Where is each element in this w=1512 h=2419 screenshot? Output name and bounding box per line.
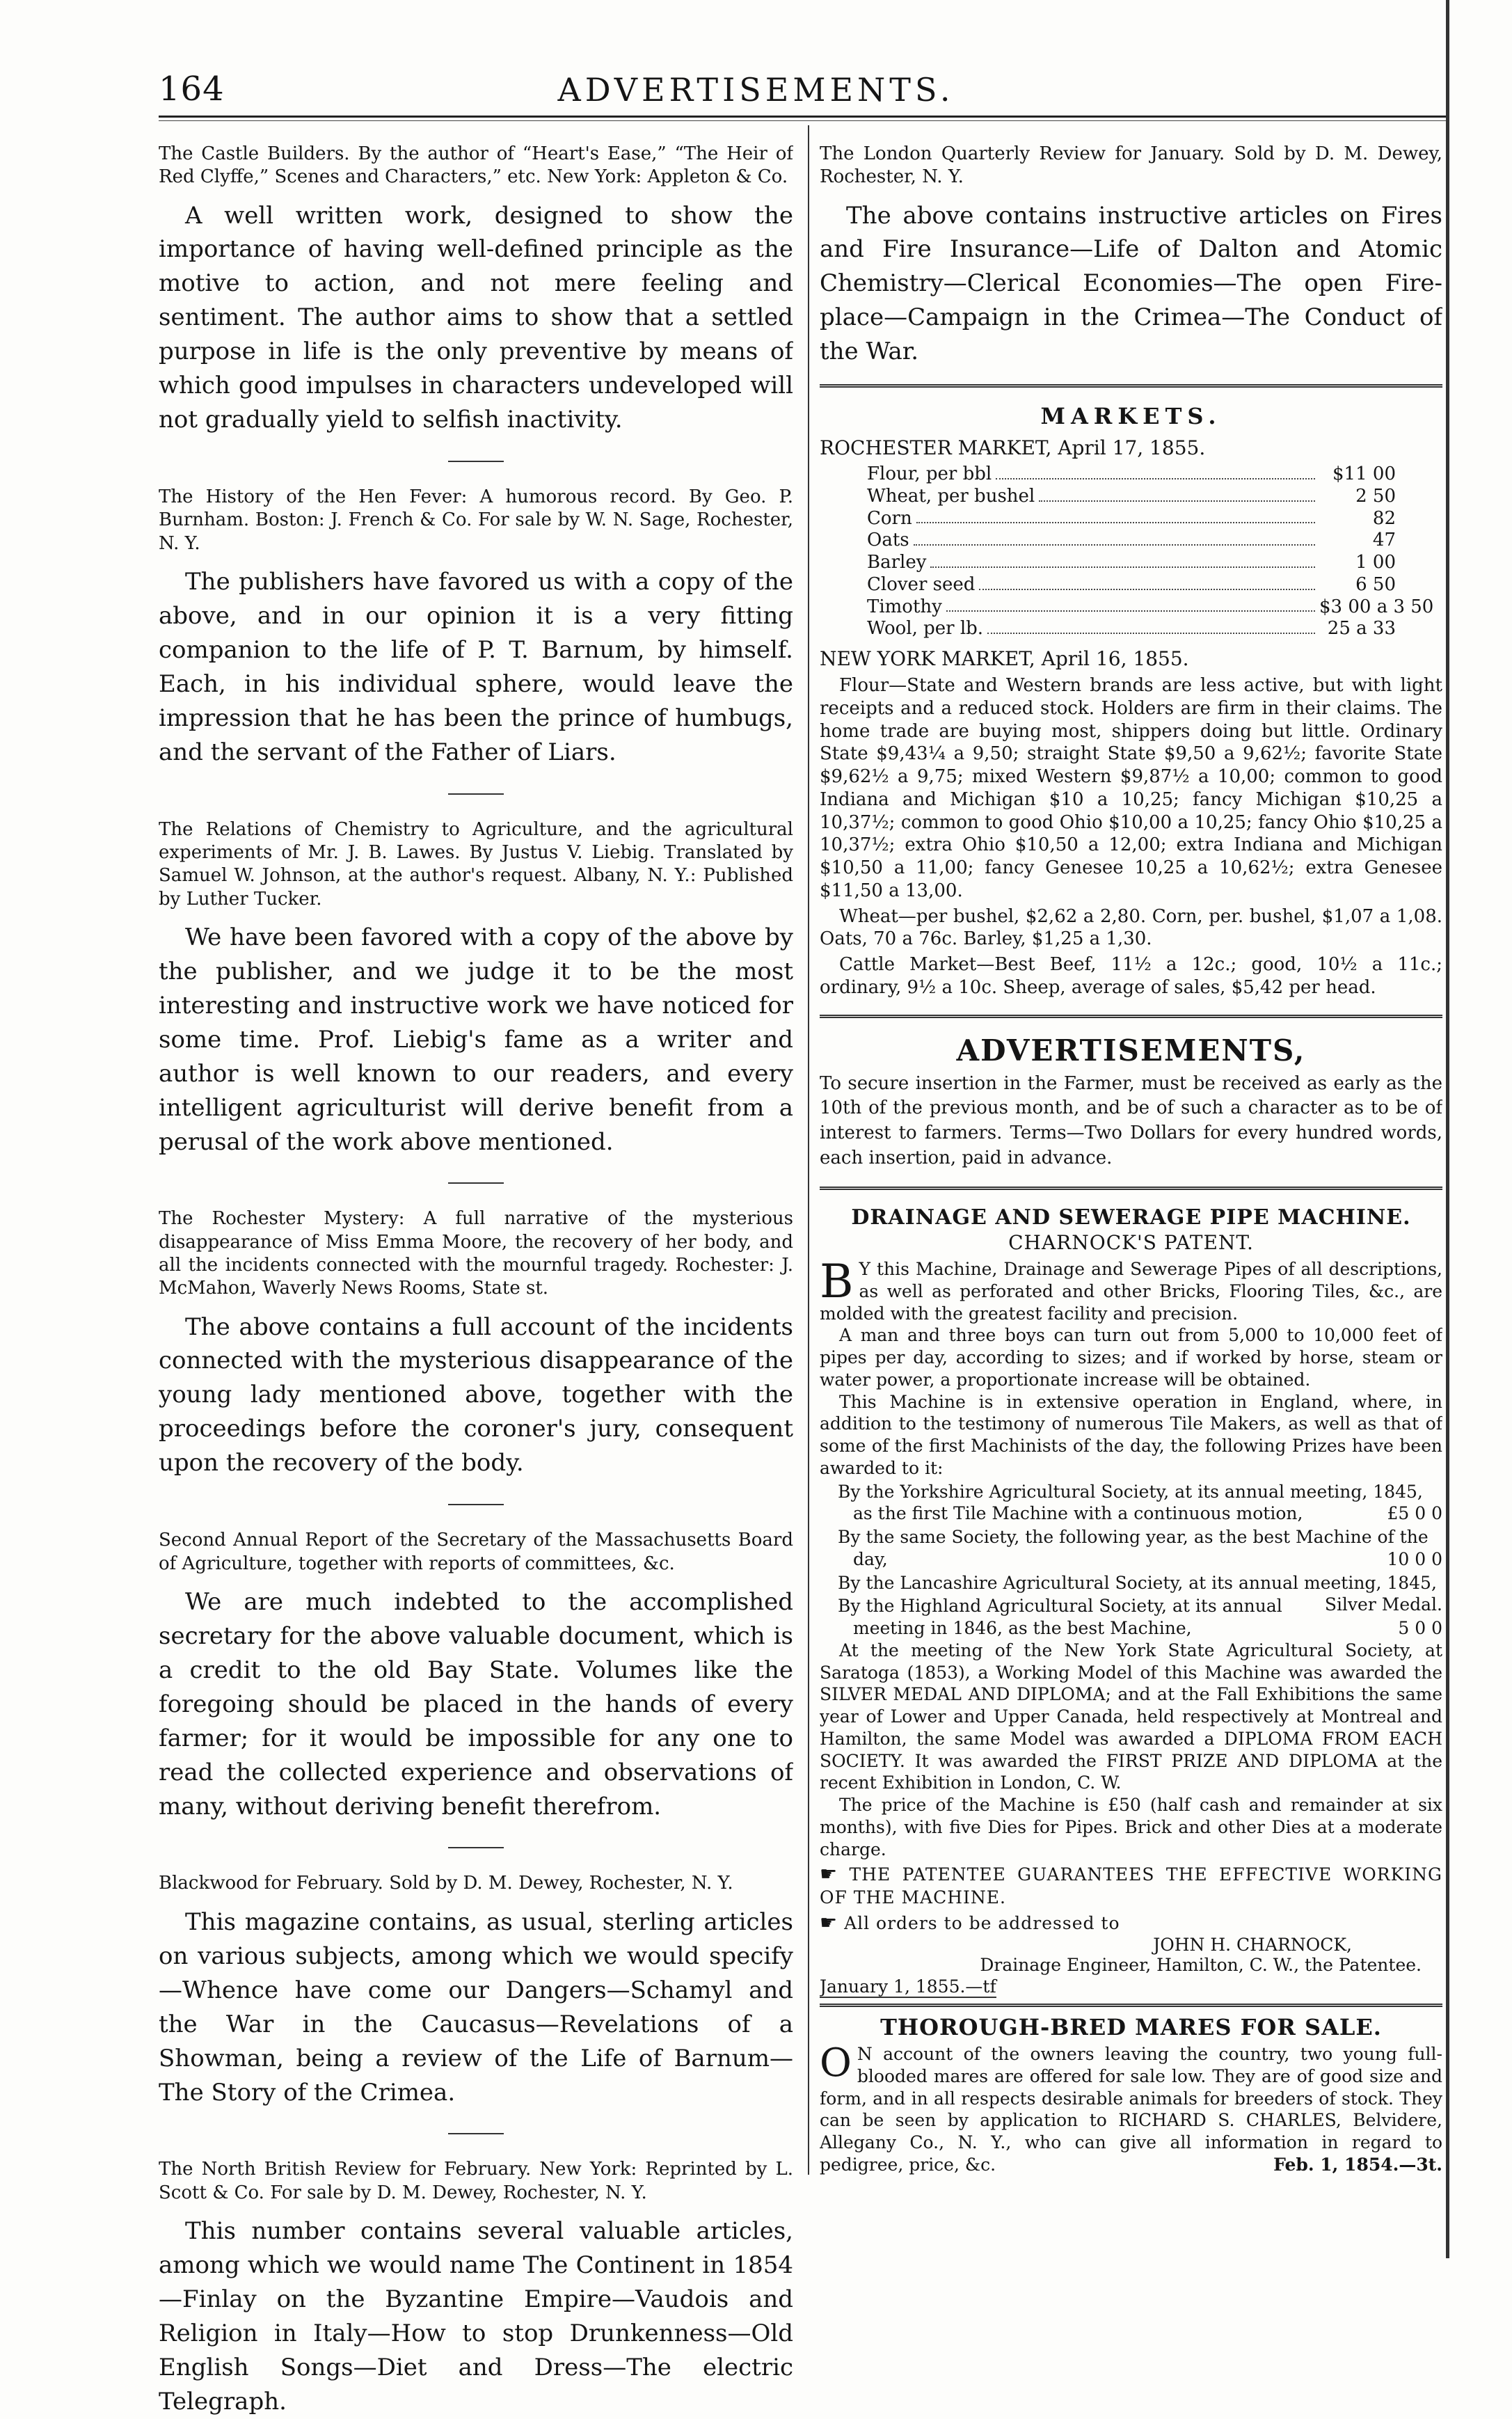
price-item: Oats bbox=[867, 530, 909, 551]
advertising-terms bbox=[820, 1033, 1442, 1172]
notice-heading: The Relations of Chemistry to Agriculture, and the agricultural experiments of Mr. J. B. Lawes. By Justus V. Liebig. Translated by Samuel W. Johnson, at the author's request. Albany, N. Y.: Published by Luther Tucker. bbox=[159, 818, 793, 910]
notice-heading: The London Quarterly Review for January. Sold by D. M. Dewey, Rochester, N. Y. bbox=[820, 143, 1442, 188]
section-rule bbox=[820, 1015, 1442, 1018]
price-value: 6 50 bbox=[1355, 573, 1396, 595]
price-row bbox=[867, 596, 1434, 619]
notice-heading: Blackwood for February. Sold by D. M. Dewey, Rochester, N. Y. bbox=[159, 1873, 733, 1894]
notice-heading: The History of the Hen Fever: A humorous record. By Geo. P. Burnham. Boston: J. French & Co. For sale by W. N. Sage, Rochester, N. Y. bbox=[159, 486, 793, 554]
rochester-market-heading: ROCHESTER MARKET, April 17, 1855. bbox=[820, 436, 1206, 460]
section-rule bbox=[820, 2004, 1442, 2007]
prize-text: By the Highland Agricultural Society, at its annual meeting in 1846, as the best Machine, bbox=[838, 1596, 1282, 1639]
price-row bbox=[867, 574, 1396, 596]
drop-cap: O bbox=[820, 2040, 852, 2086]
markets-title: MARKETS. bbox=[1040, 403, 1222, 430]
ad-date bbox=[820, 1976, 1442, 1997]
price-row bbox=[867, 486, 1396, 508]
markets-section bbox=[820, 403, 1442, 999]
prize-entry bbox=[838, 1572, 1442, 1615]
review-text: The publishers have favored us with a copy of the above, and in our opinion it is a very fitting companion to the life of P. T. Barnum, by himself. Each, in his individual sphere, would leave the impression that he has been the prince of humbugs, and the servant of the Father of Liars. bbox=[159, 568, 793, 766]
book-notice bbox=[159, 1529, 793, 1823]
book-notice bbox=[159, 143, 793, 437]
newyork-flour-report: Flour—State and Western brands are less active, but with light receipts and a reduced stock. Holders are firm in their claims. The home trade are buying most, shippers doing but little. Ordinary State $9,43¼ a 9,50; straight State $9,50 a 9,62½; favorite State $9,62½ a 9,75; mixed Western $9,87½ a 10,00; common to good Indiana and Michigan $10 a 10,25; fancy Michigan $10,25 a 10,37½; common to good Ohio $10,00 a 10,25; fancy Ohio $10,25 a 10,37½; extra Ohio $10,50 a 12,00; extra Indiana and Michigan $10,50 a 11,00; fancy Genesee 10,25 a 10,62½; extra Genesee $11,50 a 13,00. bbox=[820, 675, 1442, 901]
page-edge-rule bbox=[1446, 0, 1449, 2258]
notice-heading: The North British Review for February. New York: Reprinted by L. Scott & Co. For sale by D. M. Dewey, Rochester, N. Y. bbox=[159, 2159, 793, 2203]
review-text: We are much indebted to the accomplished secretary for the above valuable document, which is a credit to the old Bay State. Volumes like the foregoing should be placed in the hands of every farmer; for it would be impossible for any one to read the collected experience and observations of many, without deriving benefit therefrom. bbox=[159, 1587, 793, 1821]
header-rule bbox=[159, 116, 1447, 118]
book-notice bbox=[159, 2158, 793, 2418]
book-notice bbox=[159, 818, 793, 1159]
notice-heading: The Rochester Mystery: A full narrative of the mysterious disappearance of Miss Emma Moore, the recovery of her body, and all the incidents connected with the mournful tragedy. Rochester: J. McMahon, Waverly News Rooms, State st. bbox=[159, 1208, 793, 1299]
separator bbox=[448, 1182, 504, 1184]
drop-cap: B bbox=[820, 1255, 854, 1309]
pointing-hand-icon: ☛ bbox=[820, 1862, 838, 1886]
price-value: 2 50 bbox=[1355, 486, 1396, 507]
notice-heading: The Castle Builders. By the author of “Heart's Ease,” “The Heir of Red Clyffe,” Scenes and Characters,” etc. New York: Appleton & Co. bbox=[159, 143, 793, 188]
price-value: 47 bbox=[1372, 530, 1396, 551]
mares-advertisement bbox=[820, 2014, 1442, 2176]
prize-amount: 10 0 0 bbox=[1387, 1548, 1442, 1569]
price-item: Corn bbox=[867, 507, 912, 529]
separator bbox=[448, 1847, 504, 1848]
drainage-intro: Y this Machine, Drainage and Sewerage Pipes of all descriptions, as well as perforated and other Bricks, Flooring Tiles, &c., are molded with the greatest facility and precision. bbox=[820, 1259, 1442, 1324]
price-row bbox=[867, 618, 1396, 640]
drainage-paragraph: At the meeting of the New York State Agricultural Society, at Saratoga (1853), a Working Model of this Machine was awarded the SILVER MEDAL AND DIPLOMA; and at the Fall Exhibitions the same year of Lower and Upper Canada, held respectively at Montreal and Hamilton, the same Model was awarded a DIPLOMA FROM EACH SOCIETY. It was awarded the FIRST PRIZE AND DIPLOMA at the recent Exhibition in London, C. W. bbox=[820, 1640, 1442, 1793]
section-rule bbox=[820, 1187, 1442, 1190]
prize-amount: 5 0 0 bbox=[1398, 1618, 1442, 1639]
prize-entry bbox=[838, 1481, 1442, 1525]
orders-line bbox=[820, 1910, 1442, 1935]
price-item: Wool, per lb. bbox=[867, 618, 984, 640]
drainage-paragraph: This Machine is in extensive operation in England, where, in addition to the testimony of numerous Tile Makers, as well as that of some of the first Machinists of the day, the following Prizes have been awarded to it: bbox=[820, 1391, 1442, 1478]
price-row bbox=[867, 508, 1396, 530]
right-column bbox=[820, 143, 1442, 2176]
separator bbox=[448, 2133, 504, 2134]
drainage-title: DRAINAGE AND SEWERAGE PIPE MACHINE. bbox=[851, 1205, 1411, 1230]
book-notice bbox=[159, 1207, 793, 1480]
separator bbox=[448, 793, 504, 795]
advertisements-title: ADVERTISEMENTS, bbox=[956, 1033, 1306, 1068]
header-rule-thin bbox=[159, 120, 1447, 121]
orders-text: All orders to be addressed to bbox=[844, 1912, 1120, 1933]
prize-entry bbox=[838, 1526, 1442, 1571]
leader-dots bbox=[1039, 486, 1315, 502]
guarantee-text: THE PATENTEE GUARANTEES THE EFFECTIVE WORKING OF THE MACHINE. bbox=[820, 1864, 1442, 1908]
drainage-paragraph: The price of the Machine is £50 (half cash and remainder at six months), with five Dies for Pipes. Brick and other Dies at a moderate charge. bbox=[820, 1795, 1442, 1859]
leader-dots bbox=[979, 574, 1315, 590]
rochester-price-table bbox=[867, 463, 1434, 640]
leader-dots bbox=[916, 508, 1315, 524]
newyork-market-heading: NEW YORK MARKET, April 16, 1855. bbox=[820, 647, 1189, 671]
prize-text: By the Lancashire Agricultural Society, at its annual meeting, 1845, bbox=[838, 1572, 1437, 1593]
drainage-paragraph: A man and three boys can turn out from 5,000 to 10,000 feet of pipes per day, according to sizes; and if worked by horse, steam or water power, a proportionate increase will be obtained. bbox=[820, 1325, 1442, 1390]
book-notice bbox=[159, 1872, 793, 2109]
newyork-wheat-report: Wheat—per bushel, $2,62 a 2,80. Corn, per. bushel, $1,07 a 1,08. Oats, 70 a 76c. Barley, $1,25 a 1,30. bbox=[820, 905, 1442, 950]
column-rule bbox=[808, 125, 809, 2175]
leader-dots bbox=[914, 530, 1315, 546]
page-number: 164 bbox=[159, 70, 225, 109]
mares-body: N account of the owners leaving the country, two young full-blooded mares are offered for sale low. They are of good size and form, and in all respects desirable animals for breeders of stock. They can be seen by application to RICHARD S. CHARLES, Belvidere, Allegany Co., N. Y., who can give all information in regard to pedigree, price, &c. bbox=[820, 2044, 1442, 2175]
prize-amount: £5 0 0 bbox=[1387, 1503, 1442, 1524]
price-item: Wheat, per bushel bbox=[867, 486, 1035, 507]
review-text: This magazine contains, as usual, sterling articles on various subjects, among which we would specify—Whence have come our Dangers—Schamyl and the War in the Caucasus—Revelations of a Showman, being a review of the Life of Barnum—The Story of the Crimea. bbox=[159, 1908, 793, 2107]
section-rule bbox=[820, 384, 1442, 388]
price-value: 82 bbox=[1372, 507, 1396, 529]
price-value: 25 a 33 bbox=[1327, 618, 1396, 640]
mares-text bbox=[820, 2040, 1442, 2176]
prize-text: By the Yorkshire Agricultural Society, at its annual meeting, 1845, as the first Tile Machine with a continuous motion, bbox=[838, 1481, 1423, 1524]
prize-text: By the same Society, the following year, as the best Machine of the day, bbox=[838, 1527, 1429, 1569]
review-text: This number contains several valuable articles, among which we would name The Continent in 1854—Finlay on the Byzantine Empire—Vaudois and Religion in Italy—How to stop Drunkenness—Old English Songs—Diet and Dress—The electric Telegraph. bbox=[159, 2217, 793, 2416]
mares-date: Feb. 1, 1854.—3t. bbox=[1273, 2154, 1442, 2175]
price-row bbox=[867, 530, 1396, 552]
drainage-paragraph bbox=[820, 1255, 1442, 1324]
ad-date-text: January 1, 1855.—tf bbox=[820, 1976, 996, 1997]
notice-heading: Second Annual Report of the Secretary of the Massachusetts Board of Agriculture, together with reports of committees, &c. bbox=[159, 1530, 793, 1574]
newyork-cattle-report: Cattle Market—Best Beef, 11½ a 12c.; good, 10½ a 11c.; ordinary, 9½ a 10c. Sheep, average of sales, $5,42 per head. bbox=[820, 954, 1442, 998]
separator bbox=[448, 461, 504, 462]
left-column bbox=[159, 143, 793, 2419]
signature-name: JOHN H. CHARNOCK, bbox=[1153, 1935, 1352, 1956]
review-text: We have been favored with a copy of the above by the publisher, and we judge it to be the most interesting and instructive work we have noticed for some time. Prof. Liebig's fame as a writer and author is well known to our readers, and every intelligent agriculturist will derive benefit from a perusal of the work above mentioned. bbox=[159, 923, 793, 1156]
signature-title: Drainage Engineer, Hamilton, C. W., the Patentee. bbox=[980, 1955, 1422, 1976]
review-text: A well written work, designed to show the importance of having well-defined principle as the motive to action, and not mere feeling and sentiment. The author aims to show that a settled purpose in life is the only preventive by means of which good impulses in characters undeveloped will not gradually yield to selfish inactivity. bbox=[159, 201, 793, 434]
mares-title: THOROUGH-BRED MARES FOR SALE. bbox=[880, 2014, 1382, 2041]
running-title: ADVERTISEMENTS. bbox=[557, 71, 955, 109]
drainage-advertisement bbox=[820, 1205, 1442, 1997]
review-text: The above contains a full account of the incidents connected with the mysterious disappearance of the young lady mentioned above, together with the proceedings before the coroner's jury, consequent upon the recovery of the body. bbox=[159, 1312, 793, 1477]
prize-amount: Silver Medal. bbox=[1324, 1594, 1442, 1615]
separator bbox=[448, 1504, 504, 1505]
price-row bbox=[867, 552, 1396, 574]
price-item: Timothy bbox=[867, 596, 942, 617]
leader-dots bbox=[996, 463, 1315, 479]
leader-dots bbox=[930, 552, 1315, 568]
price-value: $3 00 a 3 50 bbox=[1319, 596, 1434, 617]
drainage-subtitle: CHARNOCK'S PATENT. bbox=[1008, 1231, 1254, 1255]
price-item: Clover seed bbox=[867, 573, 976, 595]
price-item: Barley bbox=[867, 552, 927, 573]
price-row bbox=[867, 463, 1396, 486]
review-text: The above contains instructive articles on Fires and Fire Insurance—Life of Dalton and Atomic Chemistry—Clerical Economies—The open Fire-place—Campaign in the Crimea—The Conduct of the War. bbox=[820, 201, 1442, 366]
price-item: Flour, per bbl bbox=[867, 463, 992, 485]
book-notice bbox=[820, 143, 1442, 369]
pointing-hand-icon: ☛ bbox=[820, 1910, 838, 1934]
price-value: $11 00 bbox=[1332, 463, 1396, 485]
guarantee-line bbox=[820, 1862, 1442, 1908]
advertising-terms-text: To secure insertion in the Farmer, must be received as early as the 10th of the previous month, and be of such a character as to be of interest to farmers. Terms—Two Dollars for every hundred words, each insertion, paid in advance. bbox=[820, 1072, 1442, 1169]
price-value: 1 00 bbox=[1355, 552, 1396, 573]
leader-dots bbox=[987, 618, 1315, 634]
book-notice bbox=[159, 486, 793, 770]
leader-dots bbox=[946, 596, 1315, 612]
